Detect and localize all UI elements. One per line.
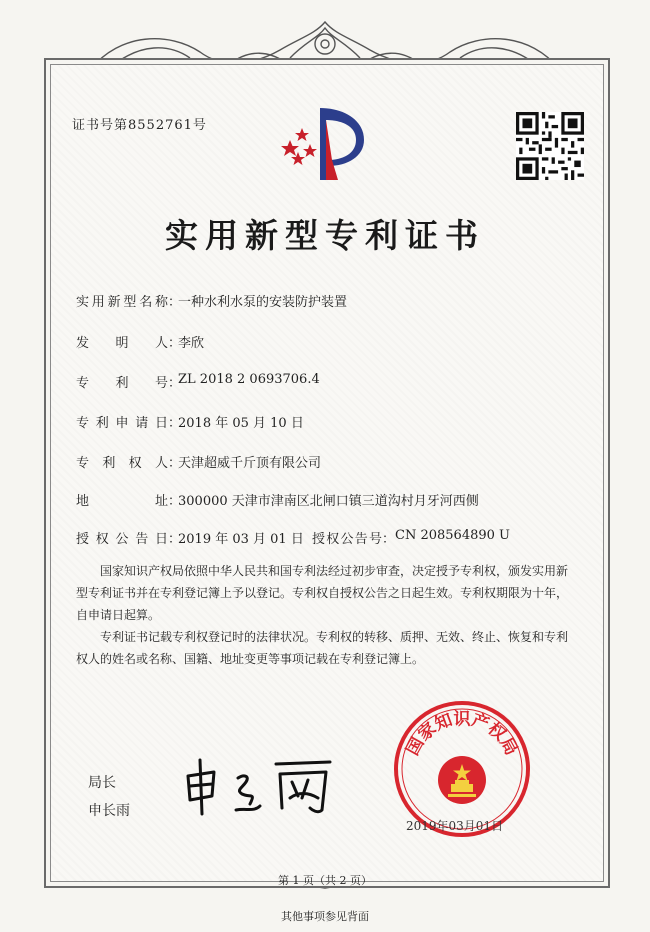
- signatory-name: 申长雨: [88, 803, 130, 819]
- seal-text: 国家知识产权局: [402, 709, 522, 759]
- field-application-date: 专利申请日 ： 2018 年 05 月 10 日: [76, 412, 304, 431]
- field-value: 2019 年 03 月 01 日: [178, 532, 304, 547]
- field-label: 专利申请日: [76, 416, 168, 431]
- signatory-title: 局长: [88, 775, 116, 791]
- field-value: ZL 2018 2 0693706.4: [178, 372, 320, 387]
- grant-statement-paragraph: 国家知识产权局依照中华人民共和国专利法经过初步审查，决定授予专利权，颁发实用新型专利证书并在专利登记簿上予以登记。专利权自授权公告之日起生效。专利权期限为十年，自申请日起算。: [76, 564, 569, 622]
- footer-note: 其他事项参见背面: [281, 910, 369, 923]
- seal-date: 2019年03月01日: [406, 819, 504, 833]
- field-label: 授权公告日: [76, 532, 168, 547]
- field-label: 实用新型名称: [76, 295, 168, 310]
- field-grant-announcement-date: 授权公告日 ： 2019 年 03 月 01 日: [76, 528, 304, 547]
- field-label: 发明人: [76, 336, 168, 351]
- field-patent-number: 专利号 ： ZL 2018 2 0693706.4: [76, 372, 320, 391]
- field-label: 授权公告号: [312, 532, 382, 547]
- field-address: 地址 ： 300000 天津市津南区北闸口镇三道沟村月牙河西侧: [76, 490, 479, 509]
- field-value: 天津超威千斤顶有限公司: [178, 456, 322, 471]
- certificate-title: 实用新型专利证书: [165, 216, 485, 255]
- field-label: 地址: [76, 494, 168, 509]
- field-patentee: 专利权人 ： 天津超威千斤顶有限公司: [76, 452, 321, 471]
- field-value: 300000 天津市津南区北闸口镇三道沟村月牙河西侧: [178, 494, 479, 509]
- field-label: 专利号: [76, 376, 168, 391]
- handwritten-signature: [180, 752, 340, 822]
- field-utility-model-name: 实用新型名称 ： 一种水利水泵的安装防护装置: [76, 291, 347, 310]
- field-grant-announcement-number: 授权公告号 ： CN 208564890 U: [312, 528, 510, 547]
- page-number: 第 1 页（共 2 页）: [278, 874, 372, 887]
- field-label: 专利权人: [76, 456, 168, 471]
- patent-office-logo-icon: [276, 100, 376, 186]
- field-value: 李欣: [178, 336, 205, 351]
- certificate-number: 证书号第8552761号: [72, 118, 207, 133]
- field-value: 一种水利水泵的安装防护装置: [178, 295, 348, 310]
- legal-status-paragraph: 专利证书记载专利权登记时的法律状况。专利权的转移、质押、无效、终止、恢复和专利权人的姓名或名称、国籍、地址变更等事项记载在专利登记簿上。: [76, 630, 569, 666]
- qr-code-icon: [516, 112, 584, 180]
- field-value: 2018 年 05 月 10 日: [178, 416, 304, 431]
- field-value: CN 208564890 U: [395, 528, 510, 543]
- field-inventor: 发明人 ： 李欣: [76, 332, 204, 351]
